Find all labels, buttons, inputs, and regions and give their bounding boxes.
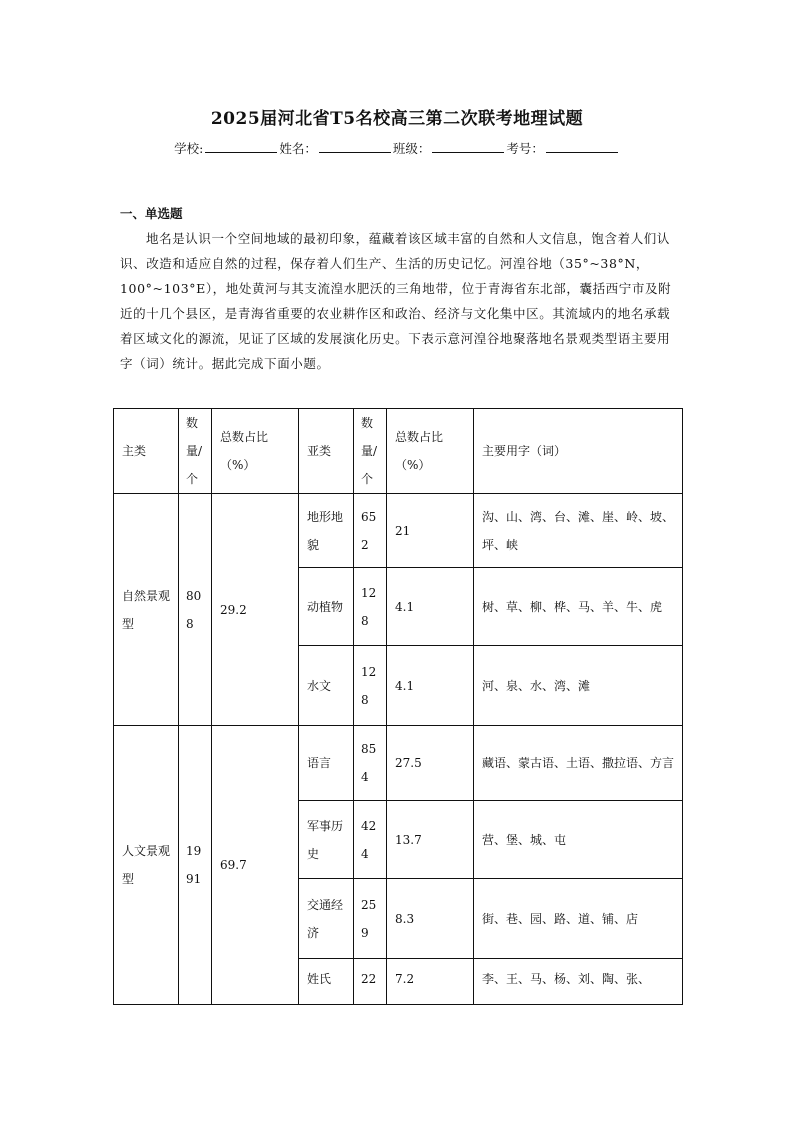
header-cell: 亚类 <box>299 409 354 494</box>
main-percent-cell: 29.2 <box>212 494 299 726</box>
words-cell: 沟、山、湾、台、滩、崖、岭、坡、坪、峡 <box>474 494 683 568</box>
school-blank[interactable] <box>205 140 277 153</box>
table-row <box>114 726 683 801</box>
sub-category-cell: 姓氏 <box>299 959 354 1005</box>
passage-text: 地名是认识一个空间地域的最初印象，蕴藏着该区域丰富的自然和人文信息，饱含着人们认识、改造和适应自然的过程，保存着人们生产、生活的历史记忆。河湟谷地（35°~38°N，100°~103°E），地处黄河与其支流湟水肥沃的三角地带，位于青海省东北部，囊括西宁市及附近的十几个县区，是青海省重要的农业耕作区和政治、经济与文化集中区。其流域内的地名承载着区域文化的源流，见证了区域的发展演化历史。下表示意河湟谷地聚落地名景观类型语主要用字（词）统计。据此完成下面小题。 <box>120 231 672 371</box>
exam-no-label: 考号： <box>506 141 544 156</box>
header-cell: 总数占比（%） <box>387 409 474 494</box>
sub-percent-cell: 13.7 <box>387 801 474 879</box>
words-cell: 树、草、柳、桦、马、羊、牛、虎 <box>474 568 683 646</box>
sub-count-cell: 652 <box>354 494 387 568</box>
school-label: 学校: <box>174 141 204 156</box>
main-category-cell: 自然景观型 <box>114 494 179 726</box>
sub-category-cell: 地形地貌 <box>299 494 354 568</box>
exam-no-blank[interactable] <box>546 140 618 153</box>
sub-percent-cell: 7.2 <box>387 959 474 1005</box>
sub-category-cell: 军事历史 <box>299 801 354 879</box>
name-blank[interactable] <box>319 140 391 153</box>
sub-count-cell: 22 <box>354 959 387 1005</box>
section-heading: 一、单选题 <box>120 206 183 221</box>
words-cell: 营、堡、城、屯 <box>474 801 683 879</box>
header-cell: 数量/个 <box>354 409 387 494</box>
document-title: 2025届河北省T5名校高三第二次联考地理试题 <box>210 109 584 129</box>
sub-count-cell: 128 <box>354 568 387 646</box>
words-cell: 河、泉、水、湾、滩 <box>474 646 683 726</box>
main-category-cell: 人文景观型 <box>114 726 179 1005</box>
table-header-row <box>114 409 683 494</box>
sub-percent-cell: 27.5 <box>387 726 474 801</box>
name-label: 姓名： <box>279 141 317 156</box>
sub-percent-cell: 4.1 <box>387 568 474 646</box>
words-cell: 藏语、蒙古语、土语、撒拉语、方言 <box>474 726 683 801</box>
class-blank[interactable] <box>432 140 504 153</box>
words-cell: 李、王、马、杨、刘、陶、张、 <box>474 959 683 1005</box>
sub-count-cell: 854 <box>354 726 387 801</box>
sub-count-cell: 128 <box>354 646 387 726</box>
sub-count-cell: 424 <box>354 801 387 879</box>
class-label: 班级： <box>392 141 431 156</box>
sub-category-cell: 语言 <box>299 726 354 801</box>
sub-category-cell: 动植物 <box>299 568 354 646</box>
sub-category-cell: 水文 <box>299 646 354 726</box>
student-info-line <box>0 139 794 157</box>
question-passage <box>120 226 676 376</box>
header-cell: 总数占比（%） <box>212 409 299 494</box>
main-count-cell: 1991 <box>179 726 212 1005</box>
sub-count-cell: 259 <box>354 879 387 959</box>
sub-percent-cell: 21 <box>387 494 474 568</box>
sub-percent-cell: 4.1 <box>387 646 474 726</box>
header-cell: 数量/个 <box>179 409 212 494</box>
main-count-cell: 808 <box>179 494 212 726</box>
sub-category-cell: 交通经济 <box>299 879 354 959</box>
main-percent-cell: 69.7 <box>212 726 299 1005</box>
header-cell: 主类 <box>114 409 179 494</box>
place-name-table <box>113 408 683 1005</box>
words-cell: 街、巷、园、路、道、铺、店 <box>474 879 683 959</box>
table-row <box>114 494 683 568</box>
sub-percent-cell: 8.3 <box>387 879 474 959</box>
header-cell: 主要用字（词） <box>474 409 683 494</box>
